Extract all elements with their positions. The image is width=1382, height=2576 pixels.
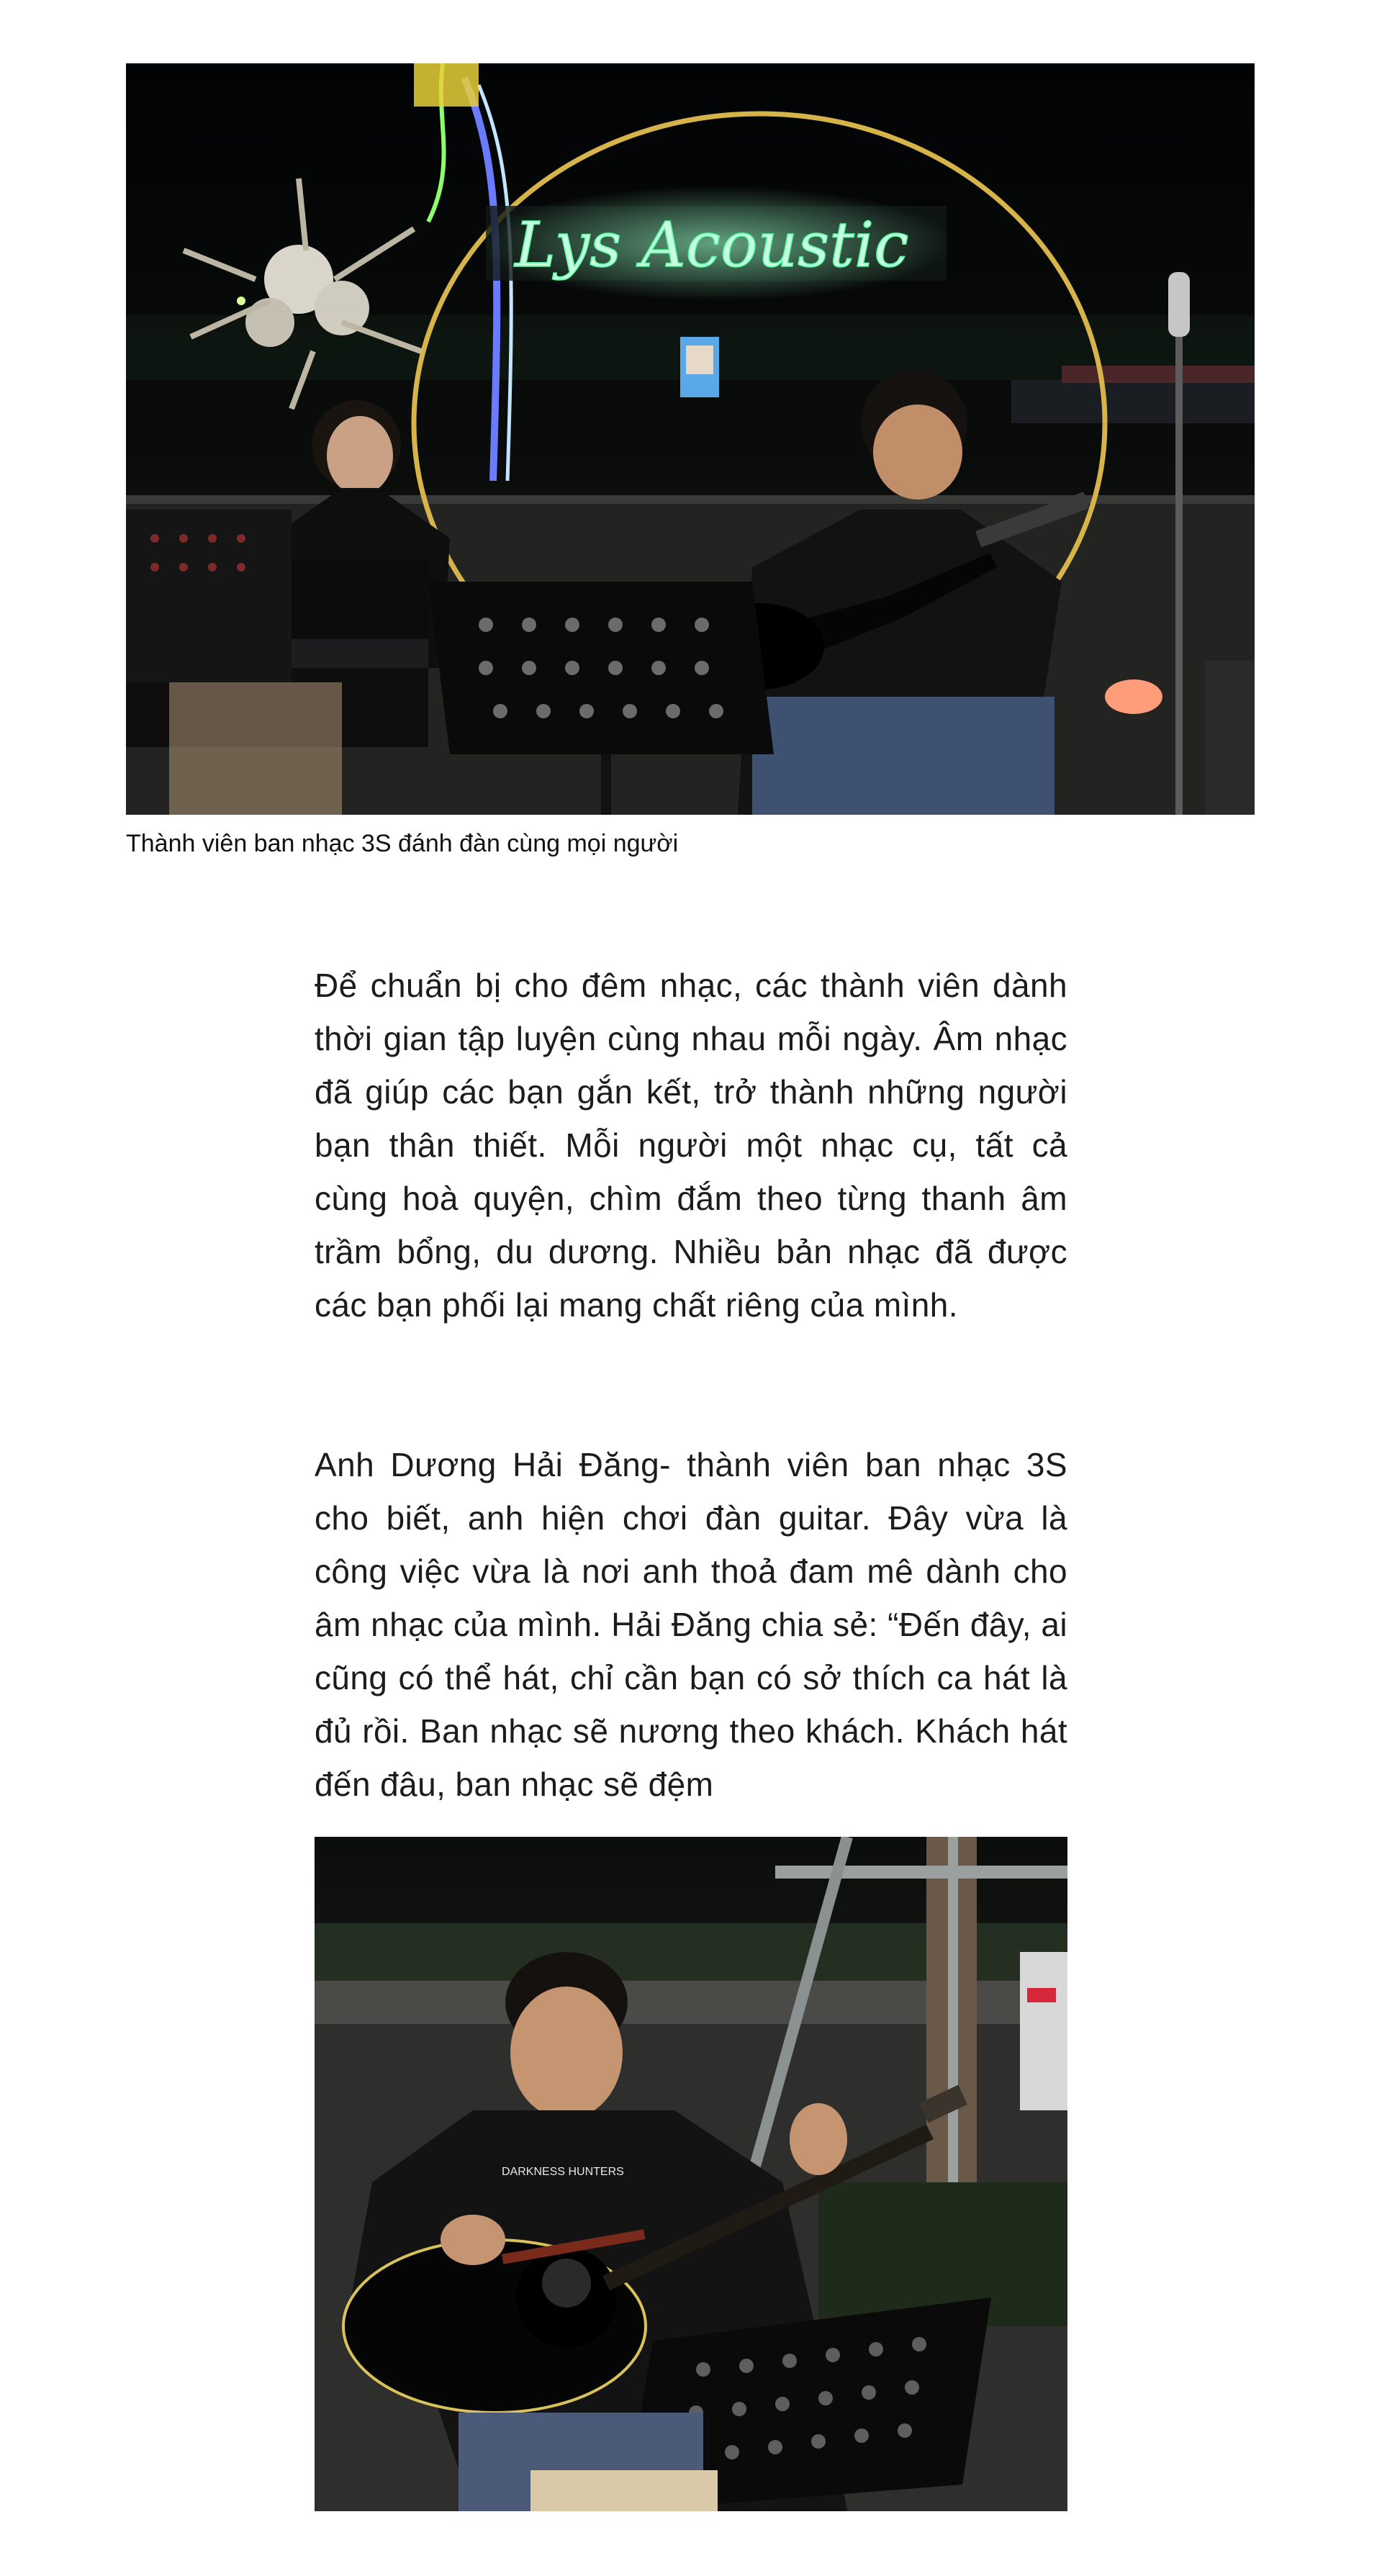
photo-caption: Thành viên ban nhạc 3S đánh đàn cùng mọi người (126, 830, 679, 857)
article-photo-band (126, 63, 1255, 815)
article-paragraph: Để chuẩn bị cho đêm nhạc, các thành viên dành thời gian tập luyện cùng nhau mỗi ngày. Âm nhạc đã giúp các bạn gắn kết, trở thành những người bạn thân thiết. Mỗi người một nhạc cụ, tất cả cùng hoà quyện, chìm đắm theo từng thanh âm trầm bổng, du dương. Nhiều bản nhạc đã được các bạn phối lại mang chất riêng của mình. (315, 967, 1067, 1324)
guitarist-photo-illustration (315, 1837, 1067, 2511)
shirt-print-text: DARKNESS HUNTERS (502, 2166, 624, 2178)
article-photo-guitarist (315, 1837, 1067, 2511)
band-photo-illustration (126, 63, 1255, 815)
neon-sign-text: Lys Acoustic (515, 209, 909, 281)
article-paragraph: Anh Dương Hải Đăng- thành viên ban nhạc 3S cho biết, anh hiện chơi đàn guitar. Đây vừa là công việc vừa là nơi anh thoả đam mê dành cho âm nhạc của mình. Hải Đăng chia sẻ: “Đến đây, ai cũng có thể hát, chỉ cần bạn có sở thích ca hát là đủ rồi. Ban nhạc sẽ nương theo khách. Khách hát đến đâu, ban nhạc sẽ đệm (315, 1446, 1067, 1803)
